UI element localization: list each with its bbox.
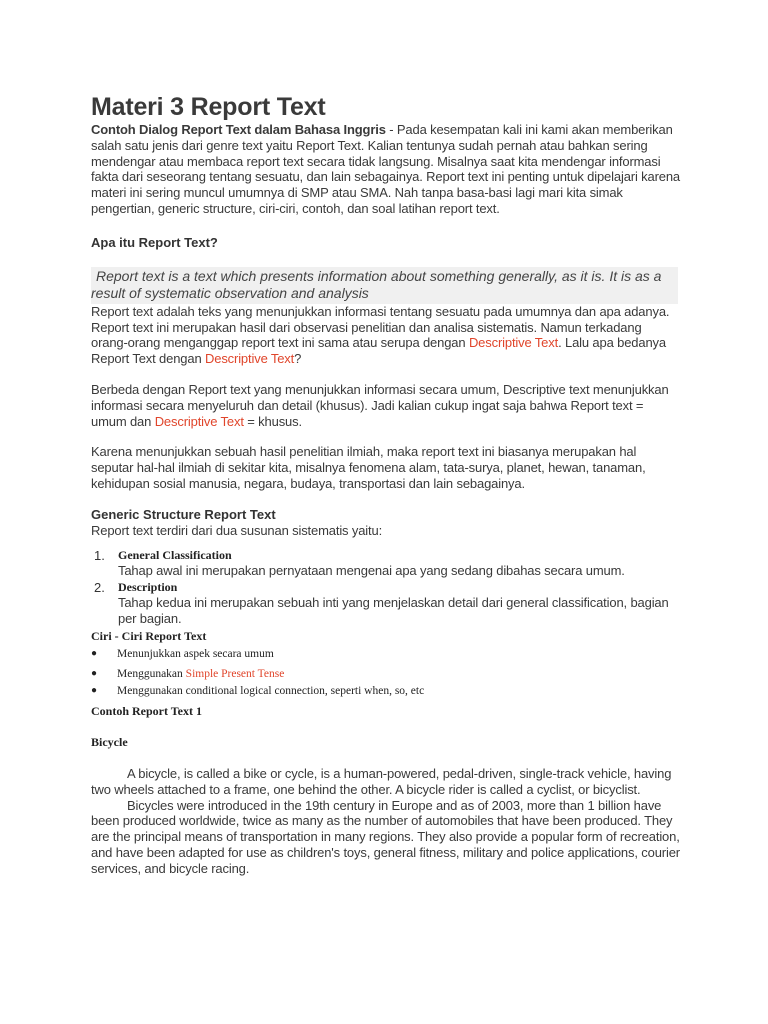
heading-ciri: Ciri - Ciri Report Text: [91, 628, 207, 643]
what-p1-text-b: . Lalu apa bedanya Report Text dengan: [91, 335, 666, 367]
heading-contoh-1: Contoh Report Text 1: [91, 703, 203, 718]
page-title: Materi 3 Report Text: [91, 93, 326, 121]
heading-bicycle: Bicycle: [91, 734, 128, 749]
ciri-list: [91, 647, 680, 698]
definition-quote: [91, 267, 678, 304]
what-p1-text-a: Report text adalah teks yang menunjukkan informasi tentang sesuatu pada umumnya dan apa adanya. Report text ini merupakan hasil dari observasi penelitian dan analisa sistematis. Namun terkadang orang-orang menganggap report text ini sama atau serupa dengan: [91, 303, 670, 351]
list-item: [91, 548, 680, 579]
bullet-icon: ●: [91, 647, 98, 659]
what-p1-text-c: ?: [294, 351, 302, 367]
example-story: [91, 766, 680, 877]
structure-term: General Classification: [118, 547, 232, 562]
structure-list: [91, 548, 680, 627]
story-paragraph-1: A bicycle, is called a bike or cycle, is a human-powered, pedal-driven, single-track vehicle, having two wheels attached to a frame, one behind the other. A bicycle rider is called a cyclist, or bicyclist.: [91, 765, 672, 797]
heading-generic-structure: Generic Structure Report Text: [91, 506, 276, 522]
what-p2-text-b: = khusus.: [243, 413, 302, 429]
structure-desc: Tahap awal ini merupakan pernyataan mengenai apa yang sedang dibahas secara umum.: [118, 562, 625, 578]
what-paragraph-1: [91, 304, 680, 367]
link-descriptive-text-2[interactable]: Descriptive Text: [205, 351, 295, 367]
what-p2-text-a: Berbeda dengan Report text yang menunjukkan informasi secara umum, Descriptive text menunjukkan informasi secara menyeluruh dan detail (khusus). Jadi kalian cukup ingat saja bahwa Report text = umum dan: [91, 381, 669, 429]
intro-paragraph: [91, 122, 680, 217]
list-item: [91, 580, 680, 627]
ciri-item-text: Menggunakan conditional logical connection, seperti when, so, etc: [117, 684, 425, 697]
definition-quote-text: Report text is a text which presents information about something generally, as it is. It is as a result of systematic observation and analysis: [91, 267, 662, 301]
bullet-icon: ●: [91, 684, 98, 696]
list-item: [91, 684, 680, 698]
what-paragraph-3: Karena menunjukkan sebuah hasil penelitian ilmiah, maka report text ini biasanya merupakan hal seputar hal-hal ilmiah di sekitar kita, misalnya fenomena alam, tata-surya, planet, hewan, tanaman, kehidupan sosial manusia, negara, budaya, transportasi dan lain sebagainya.: [91, 444, 646, 491]
list-number: 2.: [94, 580, 105, 596]
heading-apa-itu: Apa itu Report Text?: [91, 234, 218, 250]
link-descriptive-text-1[interactable]: Descriptive Text: [468, 335, 559, 351]
list-item: [91, 647, 680, 661]
ciri-item-text: Menggunakan: [117, 667, 186, 680]
ciri-item-text: Menunjukkan aspek secara umum: [117, 647, 274, 660]
list-item: [91, 667, 680, 681]
bullet-icon: ●: [91, 667, 98, 679]
what-paragraph-2: [91, 382, 680, 429]
link-descriptive-text-3[interactable]: Descriptive Text: [154, 413, 244, 429]
link-simple-present-tense[interactable]: Simple Present Tense: [185, 667, 285, 680]
structure-lead: Report text terdiri dari dua susunan sistematis yaitu:: [91, 522, 383, 538]
intro-lead-rest: - Pada kesempatan kali ini kami akan memberikan salah satu jenis dari genre text yaitu Report Text. Kalian tentunya sudah pernah atau bahkan sering mendengar atau membaca report text secara tidak langsung. Misalnya saat kita mendengar informasi fakta dari seseorang tentang sesuatu, dan lain sebagainya. Report text ini penting untuk dipelajari karena materi ini sering muncul umumnya di SMP atau SMA. Nah tanpa basa-basi lagi mari kita simak pengertian, generic structure, ciri-ciri, contoh, dan soal latihan report text.: [91, 122, 681, 216]
story-paragraph-2: Bicycles were introduced in the 19th century in Europe and as of 2003, more than 1 billion have been produced worldwide, twice as many as the number of automobiles that have been produced. They are the principal means of transportation in many regions. They also provide a popular form of recreation, and have been adapted for use as children's toys, general fitness, military and police applications, courier services, and bicycle racing.: [91, 797, 680, 876]
structure-term: Description: [118, 580, 178, 595]
structure-desc: Tahap kedua ini merupakan sebuah inti yang menjelaskan detail dari general classification, bagian per bagian.: [118, 595, 669, 627]
list-number: 1.: [94, 547, 105, 563]
intro-lead-bold: Contoh Dialog Report Text dalam Bahasa Inggris: [91, 122, 386, 137]
